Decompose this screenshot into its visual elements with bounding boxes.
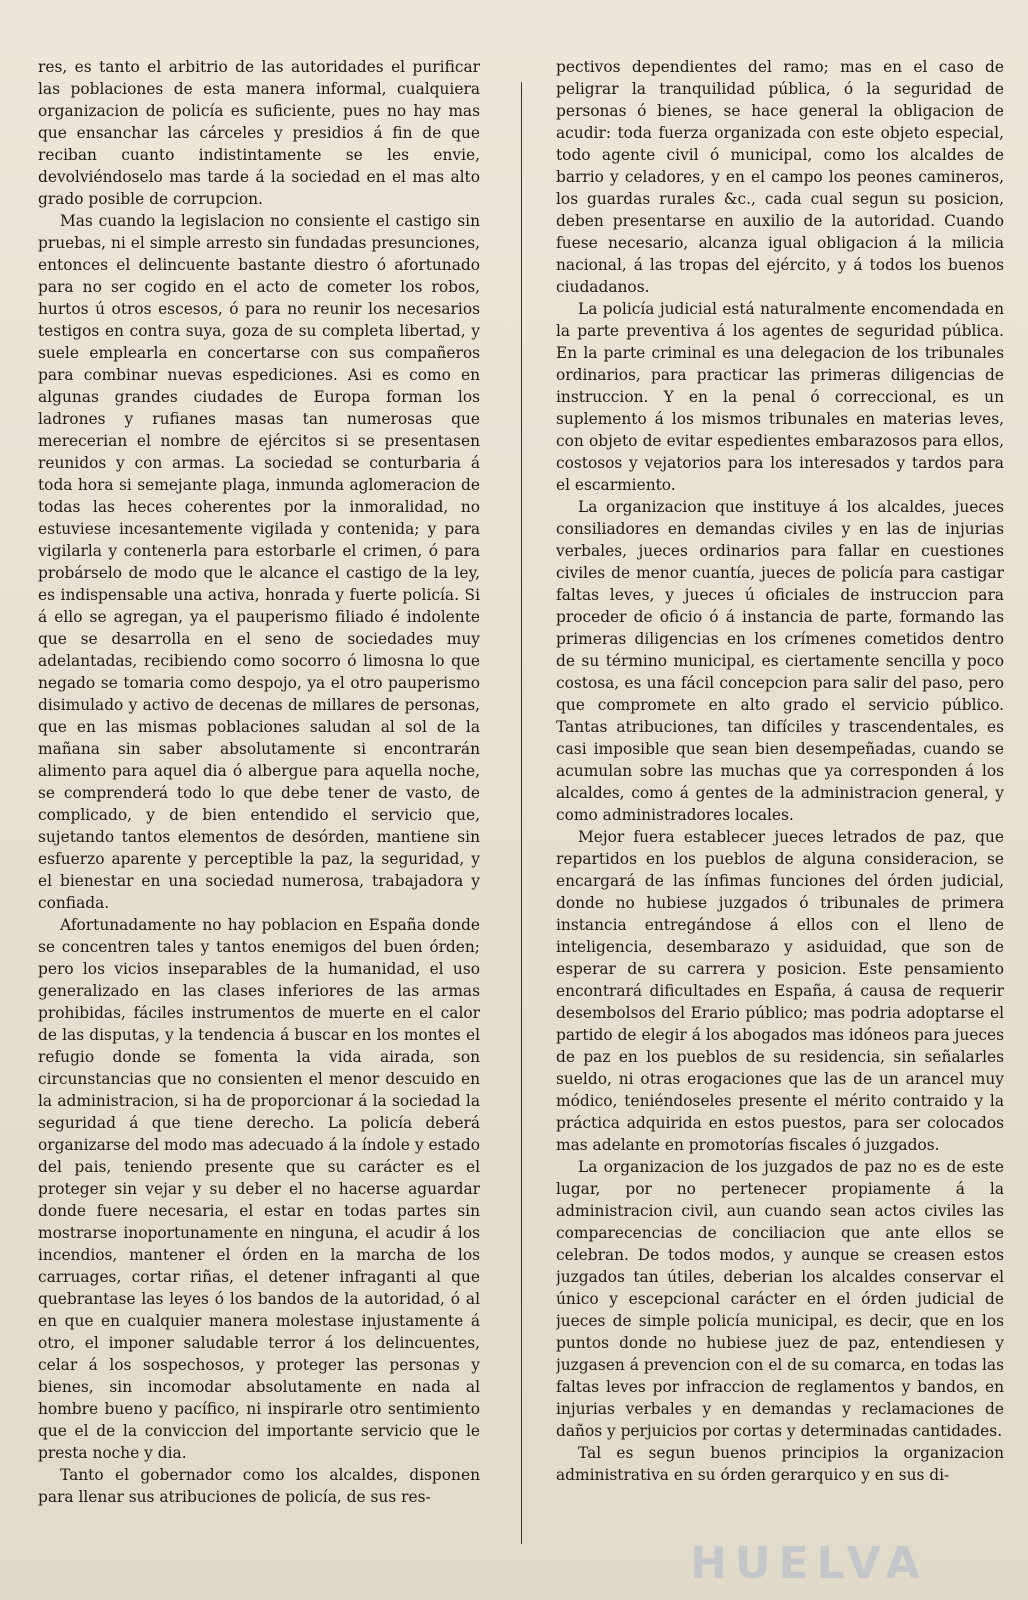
right-paragraph-4: Mejor fuera establecer jueces letrados de paz, que repartidos en los pueblos de alguna consideracion, se encargará de las ínfimas funciones del órden judicial, donde no hubiese juzgados ó tribunales de primera instancia entregándose á ellos con el lleno de inteligencia, desembarazo y asiduidad, que son de esperar de su carrera y posicion. Este pensamiento encontrará dificultades en España, á causa de requerir desembolsos del Erario público; mas podria adoptarse el partido de elegir á los abogados mas idóneos para jueces de paz en los pueblos de su residencia, sin señalarles sueldo, ni otras erogaciones que las de un arancel muy módico, teniéndoseles presente el mérito contraido y la práctica adquirida en estos puestos, para ser colocados mas adelante en promotorías fiscales ó juzgados. [556, 828, 1004, 1154]
left-paragraph-3: Afortunadamente no hay poblacion en España donde se concentren tales y tantos enemigos del buen órden; pero los vicios inseparables de la humanidad, el uso generalizado en las clases inferiores de las armas prohibidas, fáciles instrumentos de muerte en el calor de las disputas, y la tendencia á buscar en los montes el refugio donde se fomenta la vida airada, son circunstancias que no consienten el menor descuido en la administracion, si ha de proporcionar á la sociedad la seguridad á que tiene derecho. La policía deberá organizarse del modo mas adecuado á la índole y estado del pais, teniendo presente que su carácter es el proteger sin vejar y su deber el no hacerse aguardar donde fuere necesaria, el estar en todas partes sin mostrarse inoportunamente en ninguna, el acudir á los incendios, mantener el órden en la marcha de los carruages, cortar riñas, el detener infraganti al que quebrantase las leyes ó los bandos de la autoridad, ó al en que en cualquier manera molestase injustamente á otro, el imponer saludable terror á los delincuentes, celar á los sospechosos, y proteger las personas y bienes, sin incomodar absolutamente en nada al hombre bueno y pacífico, ni inspirarle otro sentimiento que el de la conviccion del importante servicio que le presta noche y dia. [38, 916, 480, 1462]
right-paragraph-1: pectivos dependientes del ramo; mas en el caso de peligrar la tranquilidad pública, ó la seguridad de personas ó bienes, se hace general la obligacion de acudir: toda fuerza organizada con este objeto especial, todo agente civil ó municipal, como los alcaldes de barrio y celadores, y en el campo los peones camineros, los guardas rurales &c., cada cual segun su posicion, deben presentarse en auxilio de la autoridad. Cuando fuese necesario, alcanza igual obligacion á la milicia nacional, á las tropas del ejército, y á todos los buenos ciudadanos. [556, 58, 1004, 296]
left-paragraph-2: Mas cuando la legislacion no consiente el castigo sin pruebas, ni el simple arresto sin fundadas presunciones, entonces el delincuente bastante diestro ó afortunado para no ser cogido en el acto de cometer los robos, hurtos ú otros escesos, ó para no reunir los necesarios testigos en contra suya, goza de su completa libertad, y suele emplearla en concertarse con sus compañeros para combinar nuevas espediciones. Asi es como en algunas grandes ciudades de Europa forman los ladrones y rufianes masas tan numerosas que merecerian el nombre de ejércitos si se presentasen reunidos y con armas. La sociedad se conturbaria á toda hora si semejante plaga, inmunda aglomeracion de todas las heces coherentes por la inmoralidad, no estuviese incesantemente vigilada y contenida; y para vigilarla y contenerla para estorbarle el crimen, ó para probárselo de modo que le alcance el castigo de la ley, es indispensable una activa, honrada y fuerte policía. Si á ello se agregan, ya el pauperismo filiado é indolente que se desarrolla en el seno de sociedades muy adelantadas, recibiendo como socorro ó limosna lo que negado se tomaria como despojo, ya el otro pauperismo disimulado y activo de decenas de millares de personas, que en las mismas poblaciones saludan al sol de la mañana sin saber absolutamente si encontrarán alimento para aquel dia ó albergue para aquella noche, se comprenderá todo lo que debe tener de vasto, de complicado, y de bien entendido el servicio que, sujetando tantos elementos de desórden, mantiene sin esfuerzo aparente y perceptible la paz, la seguridad, y el bienestar en una sociedad numerosa, trabajadora y confiada. [38, 212, 480, 912]
left-column [38, 56, 480, 1560]
right-paragraph-2: La policía judicial está naturalmente encomendada en la parte preventiva á los agentes de seguridad pública. En la parte criminal es una delegacion de los tribunales ordinarios, para practicar las primeras diligencias de instruccion. Y en la penal ó correccional, es un suplemento á los mismos tribunales en materias leves, con objeto de evitar espedientes embarazosos para ellos, costosos y vejatorios para los interesados y tardos para el escarmiento. [556, 300, 1004, 494]
right-paragraph-3: La organizacion que instituye á los alcaldes, jueces consiliadores en demandas civiles y en las de injurias verbales, jueces ordinarios para fallar en cuestiones civiles de menor cuantía, jueces de policía para castigar faltas leves, y jueces ú oficiales de instruccion para proceder de oficio ó á instancia de parte, formando las primeras diligencias en los crímenes cometidos dentro de su término municipal, es ciertamente sencilla y poco costosa, es una fácil concepcion para salir del paso, pero que compromete en alto grado el servicio público. Tantas atribuciones, tan difíciles y trascendentales, es casi imposible que sean bien desempeñadas, cuando se acumulan sobre las muchas que ya corresponden á los alcaldes, como á gentes de la administracion general, y como administradores locales. [556, 498, 1004, 824]
left-paragraph-4: Tanto el gobernador como los alcaldes, disponen para llenar sus atribuciones de policía, de sus res- [38, 1466, 480, 1506]
library-watermark: HUELVA [690, 1538, 928, 1589]
right-paragraph-5: La organizacion de los juzgados de paz no es de este lugar, por no pertenecer propiamente á la administracion civil, aun cuando sean actos civiles las comparecencias de conciliacion que ante ellos se celebran. De todos modos, y aunque se creasen estos juzgados tan útiles, deberian los alcaldes conservar el único y escepcional carácter en el órden judicial de jueces de simple policía municipal, es decir, que en los puntos donde no hubiese juez de paz, entendiesen y juzgasen á prevencion con el de su comarca, en todas las faltas leves por infraccion de reglamentos y bandos, en injurias verbales y en demandas y reclamaciones de daños y perjuicios por cortas y determinadas cantidades. [556, 1158, 1004, 1440]
right-paragraph-6: Tal es segun buenos principios la organizacion administrativa en su órden gerarquico y en sus di- [556, 1444, 1004, 1484]
right-column [556, 56, 1004, 1560]
column-divider [521, 82, 522, 1544]
left-paragraph-1: res, es tanto el arbitrio de las autoridades el purificar las poblaciones de esta manera informal, cualquiera organizacion de policía es suficiente, pues no hay mas que ensanchar las cárceles y presidios á fin de que reciban cuanto indistintamente se les envie, devolviéndoselo mas tarde á la sociedad en el mas alto grado posible de corrupcion. [38, 58, 480, 208]
